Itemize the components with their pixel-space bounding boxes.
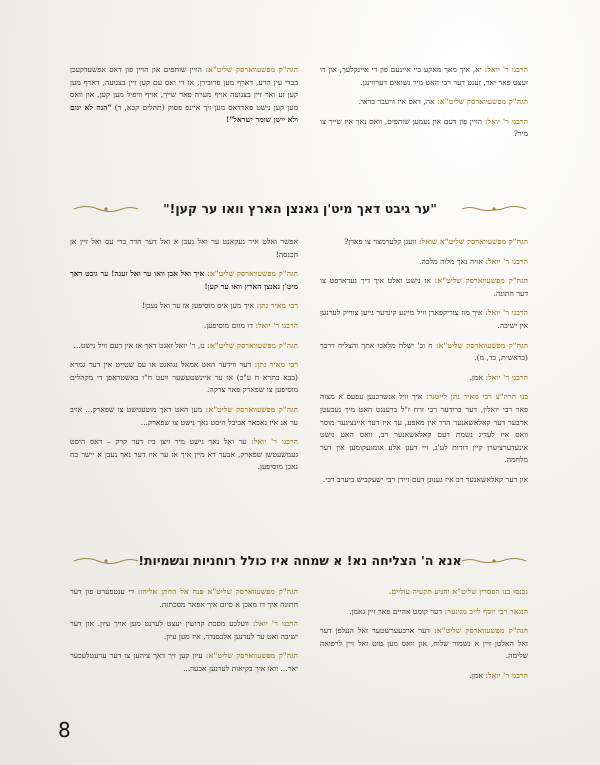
paragraph: הגה"ק מפשעווארסק שליט"א: הויין שותפים און הויין פון דאס אפשעדקעכן בכדי עין הרע, דארף מען פרובירן, אז די ואס עם קען זיין בצנועה, דארף מען קען זע ואר זיין בצנועה אויף מערה פאר שייך, אויף וויפיל מען קען, און וואס מען קען נישט פארדאס מען זיך איינפ פסוק (תהלים קכא, ד) "הנה לא ינום ולא יישן שומר ישראל"!	[70, 65, 298, 125]
column-left-section1	[70, 64, 298, 134]
paragraph: הרבנו ר' יואל: אמן.	[469, 670, 528, 680]
paragraph: הגה"ק מפשעווארסק שליט"א: אה, דאס איז וויעבר בראי.	[358, 97, 528, 107]
paragraph: הרבנו ר' יואל: דו מזום מוסיפען.	[203, 320, 298, 330]
ornament-icon	[72, 556, 140, 566]
page-number: 8	[58, 718, 71, 742]
heading-text: אנא ה' הצליחה נא! א שמחה איז כולל רוחניות וגשמיות!	[138, 553, 462, 568]
column-right-section2	[320, 236, 528, 494]
paragraph: הרבנו ר' יואל: ער ואל נאך נישט מיר זיצן ביז דער קרק – דאס היסט געמשעטשן שפארק, אבער דא מיין איך אז ער איז דער נאך נעבן א יישר כח נאכן מוסיפען.	[70, 437, 298, 472]
paragraph: הרבנו ר' יואל: יא, איך מאך מאקע ביי איינעם פון די איינקלעך, און דו זעצט פאר יאר, זענט דער רבי האט מיר נשואים דערווינגן.	[320, 65, 528, 87]
paragraph: הגה"ק מפשעווארסק שליט"א: דער ארבעערשטער זאל העלפן דער זאל האלטן זיין א נשמור שלוח, און וואס מען טוט זאל זיין לרפואה שלימה.	[320, 626, 528, 661]
paragraph: הרבנו ר' יואל: הויין פון דעם און נעמען שותפים, וואס נאך איז שייך צו מיר?	[320, 116, 528, 139]
paragraph: הגה"ק מפשעווארסק שליט"א: מען האט דאך מוטעגישט צו שפארק... אויב ער אנ איז נאכאר אביבל היסט נאך נישט צו שפארק...	[70, 404, 298, 427]
paragraph: הנגאר רבי יוסף לייב מגינער: דער קומט אהיים פאר זיין גאמן.	[349, 606, 528, 616]
ornament-icon	[72, 204, 140, 214]
paragraph: נכנסו בנו הפסרין שליט"א והניע תקעיה עוליים.	[388, 587, 528, 596]
paragraph: הגה"ק מפשעווארסק שליט"א שואל: וועגן קלערמצוי צו פארן?	[344, 237, 528, 246]
ornament-icon	[460, 556, 528, 566]
heading-text: "ער גיבט דאך מיט'ן גאנצן הארץ וואו ער קען!"	[163, 201, 437, 216]
paragraph: הגה"ק מפשעווארסק שליט"א: איך ואל אבן וואו ער ואל זענה! ער גיבט דאך מיט'ן גאנצן הארץ וואו ער קען!	[70, 269, 298, 291]
column-right-section1	[320, 64, 528, 148]
paragraph: הגה"ק מפשעווארסק שליט"א: עיון קען זיך דאך ציהען צו דער ערעטלעכער יאר... וואו איך בקיאות לערנען אכער...	[70, 651, 299, 673]
paragraph: הגה"ק מפשעווארסק שליט"א פנה אל החתן אליהו: די ענטפערט פון דער חתונה איך דו מאכן א סיום איך אפאר מסכתות.	[70, 587, 298, 609]
paragraph: הגה"ק מפשעווארסק שליט"א: אז נישט ואלט איך דיך געדארפט צו דער חתונה.	[320, 276, 528, 298]
column-left-section2	[70, 236, 298, 481]
column-right-section3	[320, 586, 528, 690]
paragraph: הגה"ק מפשעווארסק שליט"א: ח וכ' ישלח מלאכו אתך והצליח דרכך (בראשית, כד, מ).	[320, 340, 528, 363]
paragraph: רבי מאיר נתן: דער ווידער האט אמאל נגואגט או עס שטייט אין דער גמרא (בבא בתרא ח ע"ב) אז ער איינשטעשער וועט ח"ו באשטראפן די מקהלים מוסיפען צו שפארק פאר צדקה.	[70, 360, 298, 395]
paragraph: אפשר ואלט איר געקאנט ער ואל נעבן א ואל דער חדר בדי עס ואל זיין אן הכנסה!	[70, 237, 298, 259]
paragraph: הרבנו ר' יואל: אמן.	[469, 372, 528, 382]
section-heading-2	[70, 548, 530, 574]
paragraph: בנו הרה"צ רבי מאיר נתן לייטנר: איך וויל אנשרכנען עפעס א מצוה פאר רבי יואלין, דער ברודער רבי זרח ז"ל ברענגט האט מיך נעבעטן ארבער דער קאלאשאנער הדר אין מאפע, ער איז דער איינציגער מוסר וואס איז לעדיג נשמת דעם קאלאשאנער רב, וואס האט נישט אינעדערציערן קיין דורות לע'ג, זיי דעגן אלע אומגעקומען אין דער מלחמה.	[320, 392, 528, 465]
paragraph: הרבנו ר' יואל: אויה נאך מלוה מלכה.	[419, 256, 528, 266]
paragraph: און דער קאלאשאנער רב איז גענוגן דעם זיידן רבי ישעקביש ביערב רבי.	[322, 474, 528, 484]
paragraph: הרבנו ר' יואל: איך מוז צוריקפארן וויל מיינע קינדער גייען צוריק לערנען אין ישיבה.	[320, 308, 528, 330]
paragraph: הגה"ק מפשעווארסק שליט"א: נו, ר' יואל זאגט דאך אז אין דעם וויל נישט...	[73, 340, 298, 350]
paragraph: רבי מאיר נתן: איך מען איס מוסיפען אז ער ואל נעבן!	[142, 301, 298, 311]
ornament-icon	[460, 204, 528, 214]
column-left-section3	[70, 586, 298, 683]
paragraph: הרבנו ר' יואל: וועלכע מסכת קדושין יעצט לערנט מען אויך עיון. און דער ישיבה ואט ער לערנען אלכסנדר, איז מען עיון.	[70, 619, 298, 641]
section-heading-1	[70, 196, 530, 222]
